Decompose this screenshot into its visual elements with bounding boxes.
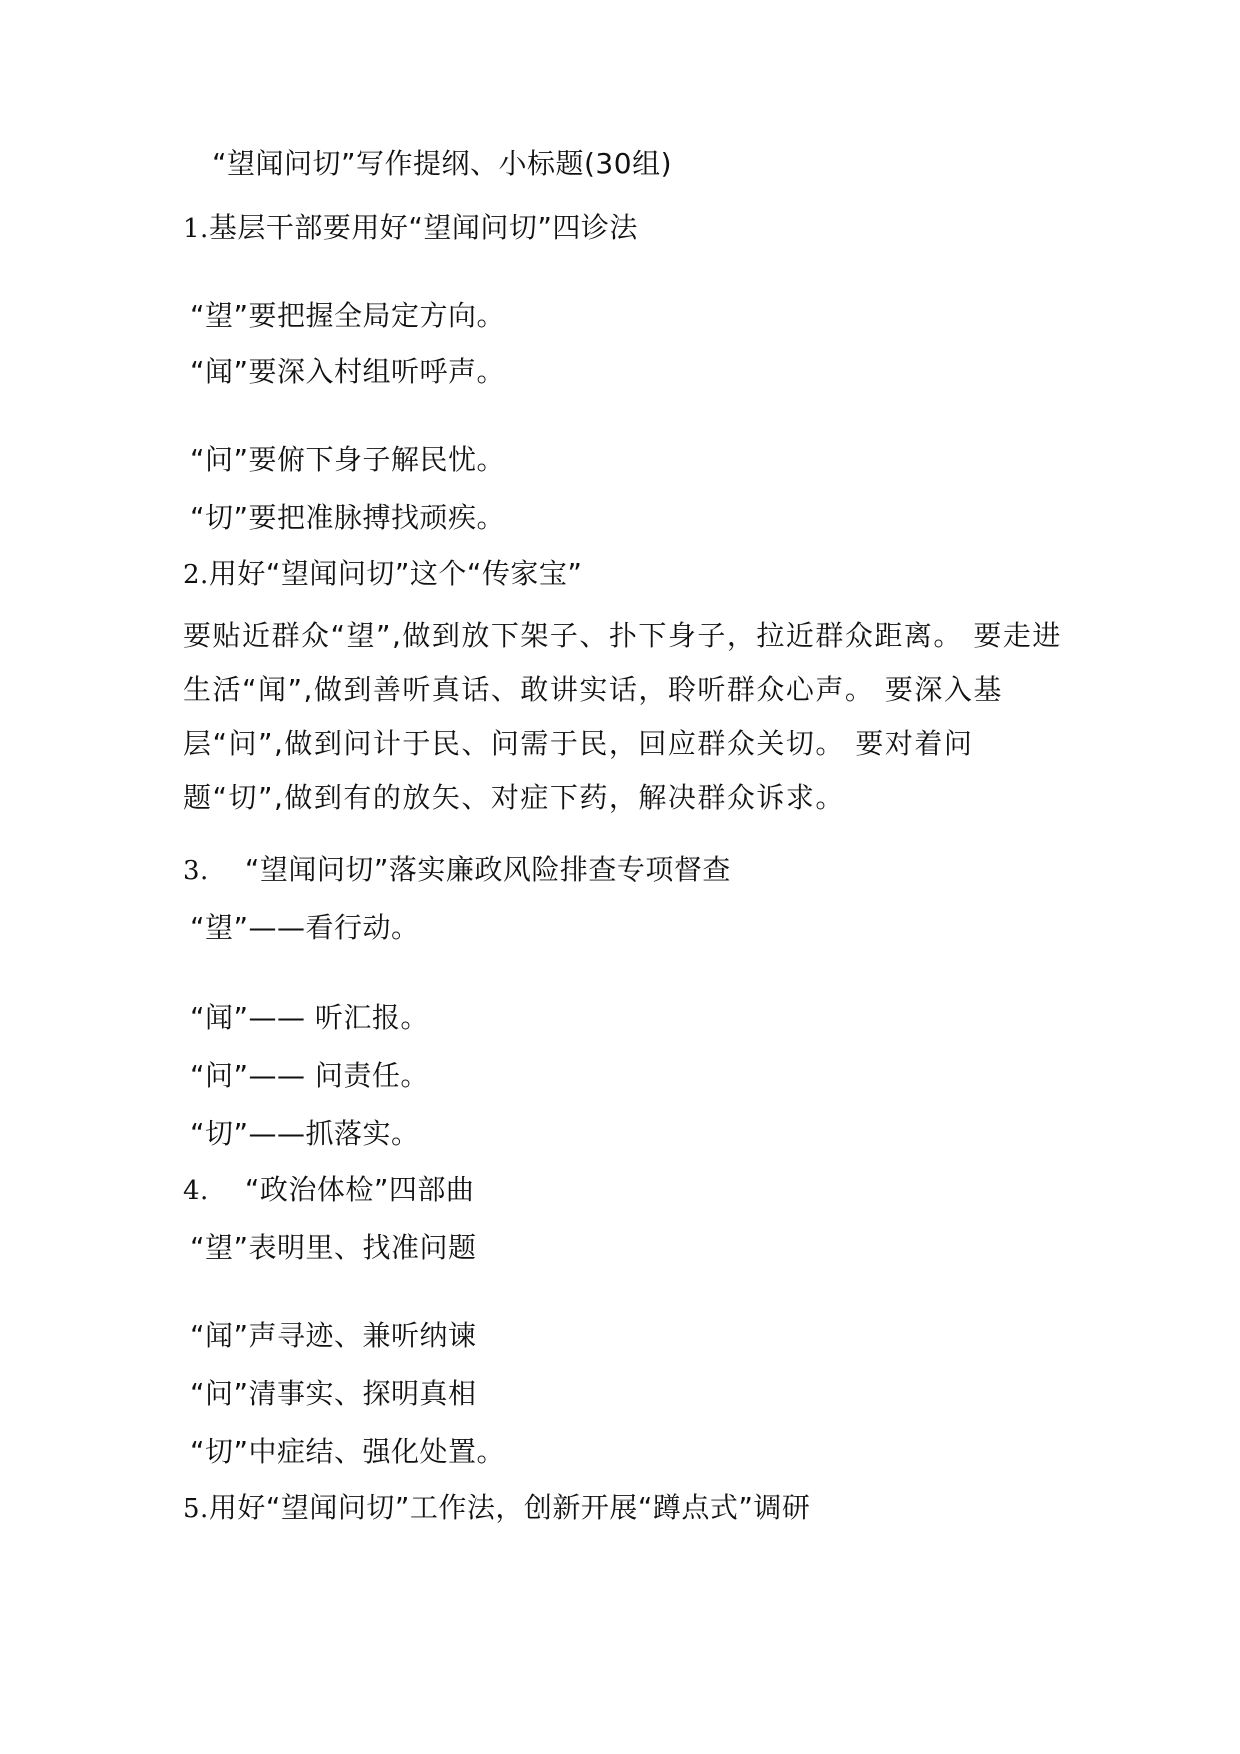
section-heading-text: “政治体检”四部曲	[244, 1173, 475, 1206]
list-item: “闻”要深入村组听呼声。	[190, 355, 506, 388]
list-item: “切”——抓落实。	[190, 1117, 420, 1150]
list-item: “切”要把准脉搏找顽疾。	[190, 501, 506, 534]
list-item: “望”表明里、找准问题	[190, 1231, 477, 1264]
section-heading-text: 用好“望闻问切”工作法，创新开展“蹲点式”调研	[208, 1491, 811, 1524]
document-title: “望闻问切”写作提纲、小标题(30组)	[212, 147, 672, 180]
section-heading-5	[183, 1490, 810, 1527]
section-heading-1	[183, 210, 638, 247]
section-number: 5.	[183, 1494, 209, 1524]
section-heading-text: 基层干部要用好“望闻问切”四诊法	[208, 211, 638, 244]
list-item: “望”要把握全局定方向。	[190, 299, 506, 332]
section-heading-2	[183, 556, 582, 593]
section-number: 3.	[183, 856, 209, 886]
list-item: “问”要俯下身子解民忧。	[190, 443, 506, 476]
section-number: 1.	[183, 214, 209, 244]
paragraph-line: 题“切”,做到有的放矢、对症下药，解决群众诉求。	[183, 781, 845, 814]
list-item: “切”中症结、强化处置。	[190, 1435, 506, 1468]
list-item: “问”—— 问责任。	[190, 1059, 429, 1092]
section-number: 2.	[183, 560, 209, 590]
section-heading-4	[183, 1172, 474, 1209]
section-heading-3	[183, 852, 731, 889]
paragraph-line: 要贴近群众“望”,做到放下架子、扑下身子，拉近群众距离。 要走进	[183, 619, 1062, 652]
list-item: “闻”—— 听汇报。	[190, 1001, 429, 1034]
list-item: “望”——看行动。	[190, 911, 420, 944]
paragraph-line: 层“问”,做到问计于民、问需于民，回应群众关切。 要对着问	[183, 727, 974, 760]
list-item: “闻”声寻迹、兼听纳谏	[190, 1319, 477, 1352]
section-heading-text: 用好“望闻问切”这个“传家宝”	[208, 557, 583, 590]
paragraph-line: 生活“闻”,做到善听真话、敢讲实话，聆听群众心声。 要深入基	[183, 673, 1003, 706]
section-number: 4.	[183, 1176, 209, 1206]
list-item: “问”清事实、探明真相	[190, 1377, 477, 1410]
section-heading-text: “望闻问切”落实廉政风险排查专项督查	[244, 853, 731, 886]
